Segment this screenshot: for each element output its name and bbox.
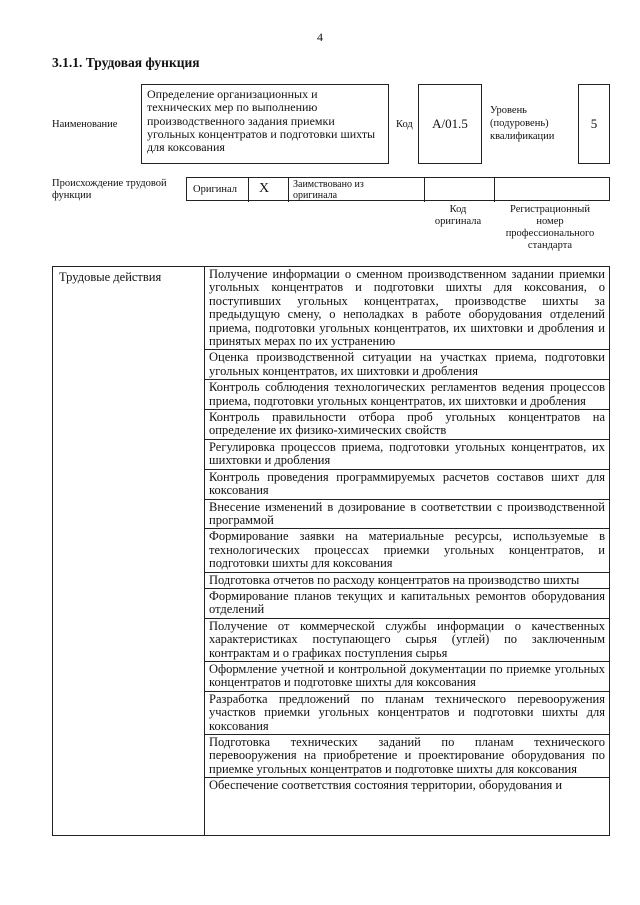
labor-action-item: Оценка производственной ситуации на участках приема, подготовки угольных концентратов, их шихтовки и дробления bbox=[205, 350, 609, 380]
labor-action-item: Контроль соблюдения технологических регламентов ведения процессов приема, подготовки угольных концентратов, их шихтовки и дробления bbox=[205, 380, 609, 410]
original-cell bbox=[187, 178, 249, 202]
labor-action-item: Контроль проведения программируемых расчетов составов шихт для коксования bbox=[205, 470, 609, 500]
labor-action-item: Обеспечение соответствия состояния территории, оборудования и bbox=[209, 778, 563, 793]
labor-action-item: Регулировка процессов приема, подготовки угольных концентратов, их шихтовки и дробления bbox=[205, 440, 609, 470]
original-mark-cell bbox=[249, 178, 289, 202]
labor-action-item: Получение от коммерческой службы информации о качественных характеристиках поступающего сырья (углей) по заключенным контрактам и о графиках поступления сырья bbox=[205, 619, 609, 662]
borrowed-label: Заимствовано из оригинала bbox=[293, 179, 364, 201]
labor-action-item: Формирование заявки на материальные ресурсы, используемые в технологических процессах приемки угольных концентратов, и подготовки шихты для коксования bbox=[205, 529, 609, 572]
name-label: Наименование bbox=[52, 119, 118, 130]
origin-label: Происхождение трудовой функции bbox=[52, 178, 167, 201]
labor-action-item: Оформление учетной и контрольной документации по приемке угольных концентратов и подготовке шихты для коксования bbox=[205, 662, 609, 692]
reg-number-caption: Регистрационный номер профессионального стандарта bbox=[505, 204, 595, 251]
code-original-caption: Код оригинала bbox=[434, 204, 482, 227]
labor-actions-label-cell bbox=[53, 267, 205, 835]
labor-action-item: Разработка предложений по планам технического перевооружения участков приемки угольных концентратов и подготовки шихты для коксования bbox=[205, 692, 609, 735]
labor-action-item: Внесение изменений в дозирование в соответствии с производственной программой bbox=[205, 500, 609, 530]
page-number: 4 bbox=[317, 30, 323, 44]
qualification-level: 5 bbox=[578, 84, 610, 164]
labor-action-item: Формирование планов текущих и капитальных ремонтов оборудования отделений bbox=[205, 589, 609, 619]
labor-actions-table bbox=[52, 266, 610, 836]
original-mark: X bbox=[259, 181, 270, 196]
labor-action-item: Получение информации о сменном производственном задании приемки угольных концентратов и подготовки шихты для коксования, о поступивших угольных концентратах, производстве шихты за предыдущую смену, о неполадках в работе оборудования отделений приема, подготовки угольных концентратов, их шихтовки и дробления и принятых мерах по их устранению bbox=[205, 267, 609, 350]
function-name: Определение организационных и технических мер по выполнению производственного задания приемки угольных концентратов и подготовки шихты для коксования bbox=[141, 84, 389, 164]
level-label: Уровень (подуровень) квалификации bbox=[490, 105, 555, 142]
function-code: А/01.5 bbox=[418, 84, 482, 164]
code-original-cell bbox=[425, 178, 495, 202]
original-label: Оригинал bbox=[193, 184, 237, 195]
labor-action-item: Подготовка технических заданий по планам технического перевооружения на приобретение и проектирование оборудования по приемке угольных концентратов и подготовке шихты для коксования bbox=[205, 735, 609, 778]
code-label: Код bbox=[396, 119, 413, 130]
labor-action-item: Контроль правильности отбора проб угольных концентратов на определение их физико-химических свойств bbox=[205, 410, 609, 440]
labor-actions-label: Трудовые действия bbox=[59, 270, 162, 284]
labor-actions-list bbox=[205, 267, 609, 794]
origin-table bbox=[186, 177, 610, 201]
labor-action-item: Подготовка отчетов по расходу концентратов на производство шихты bbox=[205, 573, 609, 589]
section-title: 3.1.1. Трудовая функция bbox=[52, 55, 200, 70]
reg-number-cell bbox=[495, 178, 609, 202]
borrowed-cell bbox=[289, 178, 425, 202]
